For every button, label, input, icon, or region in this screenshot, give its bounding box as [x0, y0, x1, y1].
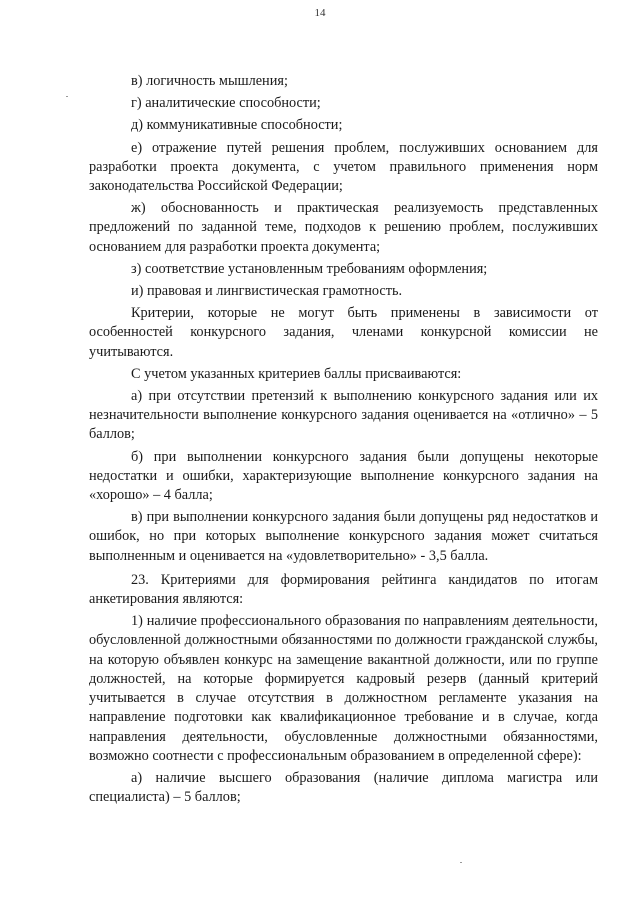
page-number: 14	[314, 7, 326, 19]
paragraph-scores-intro: С учетом указанных критериев баллы присваиваются:	[131, 365, 462, 382]
criterion-zh-feasibility: ж) обоснованность и практическая реализуемость представленных предложений по заданной теме, подходов к решению проблем, послуживших основанием для разработки проекта документа;	[89, 200, 598, 255]
paragraph-criteria-not-applied: Критерии, которые не могут быть применены в зависимости от особенностей конкурсного задания, членами конкурсной комиссии не учитываются.	[89, 305, 598, 360]
score-good: б) при выполнении конкурсного задания были допущены некоторые недостатки и ошибки, характеризующие выполнение конкурсного задания на «хорошо» – 4 балла;	[89, 448, 598, 504]
scan-speck	[460, 862, 462, 863]
criterion-i-literacy: и) правовая и лингвистическая грамотность.	[131, 283, 403, 300]
scan-speck	[66, 96, 68, 97]
criterion-v-logic: в) логичность мышления;	[131, 73, 288, 89]
criterion-e-solutions: е) отражение путей решения проблем, послуживших основанием для разработки проекта документа, с учетом правильного применения норм законодательства Российской Федерации;	[89, 139, 598, 195]
criterion-1-education: 1) наличие профессионального образования по направлениям деятельности, обусловленной должностными обязанностями по должности гражданской службы, на которую объявлен конкурс на замещение вакантной должности, или по группе должностей, на которые формируется кадровый резерв (данный критерий учитывается в случае отсутствия в должностном регламенте указания на направление подготовки как квалификационное требование и в случае, когда направления деятельности, обусловленные должностными обязанностями, возможно соотнести с профессиональным образованием в определенной сфере):	[89, 613, 598, 764]
criterion-z-formatting: з) соответствие установленным требованиям оформления;	[131, 260, 488, 277]
score-excellent: а) при отсутствии претензий к выполнению конкурсного задания или их незначительности выполнение конкурсного задания оценивается на «отлично» – 5 баллов;	[89, 388, 598, 443]
paragraph-23-rating-criteria: 23. Критериями для формирования рейтинга кандидатов по итогам анкетирования являются:	[89, 571, 598, 608]
score-satisfactory: в) при выполнении конкурсного задания были допущены ряд недостатков и ошибок, но при которых выполнение конкурсного задания может считаться выполненным и оценивается на «удовлетворительно» - 3,5 балла.	[89, 509, 598, 564]
criterion-1a-higher-education: а) наличие высшего образования (наличие диплома магистра или специалиста) – 5 баллов;	[89, 769, 598, 806]
criterion-d-communication: д) коммуникативные способности;	[131, 117, 343, 134]
criterion-g-analytic: г) аналитические способности;	[131, 95, 321, 112]
document-body	[89, 72, 598, 810]
